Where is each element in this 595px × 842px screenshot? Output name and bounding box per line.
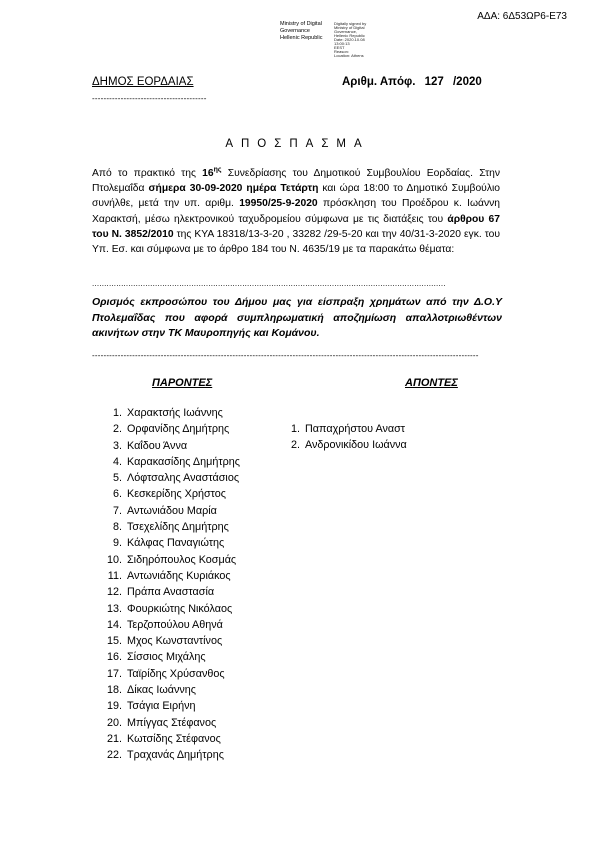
invitation-number: 19950/25-9-2020	[239, 198, 318, 210]
law-article: άρθρου 67 του Ν. 3852/2010	[92, 213, 500, 240]
intro-text: πρόσκληση του Προέδρου κ. Ιωάννη Χαρακτσή, μέσω ηλεκτρονικού ταχυδρομείου σύμφωνα με τις διατάξεις του	[92, 198, 500, 225]
decision-label: Αριθμ. Απόφ.	[342, 76, 416, 88]
stamp-line: Hellenic Republic	[280, 35, 323, 41]
intro-text: Συνεδρίασης του Δημοτικού Συμβουλίου Εορδαίας. Στην Πτολεμαΐδα	[92, 168, 501, 195]
member-name: Χαρακτσής Ιωάννης	[127, 407, 223, 419]
stamp-detail: EEST	[334, 45, 345, 50]
member-name: Ανδρονικίδου Ιωάννα	[305, 439, 407, 452]
stamp-line: Governance	[280, 28, 310, 34]
member-name: Αντωνιάδου Μαρία	[127, 504, 217, 517]
list-item: 16. Σίσσιος Μιχάλης	[106, 651, 206, 664]
separator-rule: ----------------------------------------	[92, 94, 207, 103]
list-item: 18. Δίκας Ιωάννης	[106, 684, 196, 697]
dotted-separator: ..................................................................................................................................................	[92, 279, 446, 288]
session-number: $16^{\eta\varsigma}$	[202, 166, 222, 179]
stamp-detail: 13:00:13	[334, 41, 350, 46]
list-item: 8. Τσεχελίδης Δημήτρης	[112, 521, 229, 534]
list-item: 12. Πράπα Αναστασία	[106, 586, 215, 599]
intro-text: της ΚΥΑ 18318/13-3-20 , 33282 /29-5-20 και την 40/31-3-2020 εγκ. του Υπ. Εσ. και σύμφωνα με το άρθρο 184 του Ν. 4635/19 με τα παρακάτω θέματα:	[92, 228, 500, 256]
list-item: 4. Καρακασίδης Δημήτρης	[112, 455, 240, 468]
list-item: 11. Αντωνιάδης Κυριάκος	[107, 569, 231, 582]
list-item: 21. Κωτσίδης Στέφανος	[106, 732, 221, 745]
meeting-date: σήμερα 30-09-2020 ημέρα Τετάρτη	[148, 183, 319, 195]
list-item: 1. Χαρακτσής Ιωάννης	[112, 407, 223, 419]
member-name: Κωτσίδης Στέφανος	[127, 732, 221, 745]
decision-year: /2020	[452, 76, 482, 88]
stamp-detail: Digitally signed by	[334, 21, 367, 26]
member-name: Καρακασίδης Δημήτρης	[127, 455, 240, 468]
intro-paragraph	[92, 166, 500, 257]
municipality-name: ΔΗΜΟΣ ΕΟΡΔΑΙΑΣ	[92, 76, 194, 88]
stamp-detail: Ministry of Digital	[334, 25, 365, 30]
stamp-detail: Governance,	[334, 29, 357, 34]
list-item: 10. Σιδηρόπουλος Κοσμάς	[106, 553, 237, 566]
list-item: 13. Φουρκιώτης Νικόλαος	[106, 602, 233, 615]
list-item: 2. Ανδρονικίδου Ιωάννα	[290, 439, 407, 452]
member-name: Μπίγγας Στέφανος	[127, 716, 217, 729]
member-name: Ταϊρίδης Χρύσανθος	[127, 667, 225, 680]
stamp-detail: Hellenic Republic	[334, 33, 365, 38]
decision-number	[342, 76, 482, 88]
member-name: Κάλφας Παναγιώτης	[127, 537, 225, 550]
document-title: ΑΠΟΣΠΑΣΜΑ	[225, 138, 370, 150]
list-item: 14. Τερζοπούλου Αθηνά	[106, 618, 223, 631]
intro-text: και ώρα 18:00 το Δημοτικό Συμβούλιο συνήλθε, μετά την υπ. αριθμ.	[92, 183, 500, 210]
present-heading: ΠΑΡΟΝΤΕΣ	[152, 377, 213, 389]
subject-heading: Ορισμός εκπροσώπου του Δήμου μας για είσπραξη χρημάτων από την Δ.Ο.Υ Πτολεμαΐδας που αφορά συμπληρωματική αποζημίωση απαλλοτριωθέντων ακινήτων στην ΤΚ Μαυροπηγής και Κομάνου.	[92, 296, 502, 339]
member-name: Καΐδου Άννα	[127, 439, 188, 452]
list-item: 3. Καΐδου Άννα	[112, 439, 188, 452]
member-name: Τερζοπούλου Αθηνά	[127, 618, 223, 631]
member-name: Μχος Κωνσταντίνος	[127, 635, 223, 648]
intro-text: Από το πρακτικό της	[92, 168, 203, 179]
list-item: 7. Αντωνιάδου Μαρία	[112, 504, 217, 517]
list-item: 1. Παπαχρήστου Αναστ	[290, 423, 406, 435]
member-name: Λόφτσαλης Αναστάσιος	[127, 472, 240, 485]
member-name: Παπαχρήστου Αναστ	[305, 423, 406, 435]
member-name: Σιδηρόπουλος Κοσμάς	[127, 553, 237, 566]
stamp-detail: Date: 2020.10.08	[334, 37, 365, 42]
list-item: 5. Λόφτσαλης Αναστάσιος	[112, 472, 240, 485]
member-name: Σίσσιος Μιχάλης	[127, 651, 206, 664]
list-item: 22. Τραχανάς Δημήτρης	[106, 749, 224, 762]
member-name: Αντωνιάδης Κυριάκος	[127, 569, 231, 582]
present-members-list	[98, 405, 240, 764]
ada-code: ΑΔΑ: 6Δ53ΩΡ6-Ε73	[477, 11, 567, 22]
member-name: Ορφανίδης Δημήτρης	[127, 423, 230, 436]
member-name: Τραχανάς Δημήτρης	[127, 749, 224, 762]
member-name: Φουρκιώτης Νικόλαος	[127, 602, 233, 615]
member-name: Δίκας Ιωάννης	[127, 684, 196, 697]
dashed-separator: ---------------------------------------------------------------------------------------------------------------------------------------	[92, 351, 479, 360]
stamp-line: Ministry of Digital	[280, 21, 322, 27]
list-item: 19. Τσάγια Ειρήνη	[106, 700, 196, 713]
member-name: Τσεχελίδης Δημήτρης	[127, 521, 229, 534]
stamp-detail: Reason:	[334, 49, 349, 54]
decision-no: 127	[424, 76, 444, 88]
stamp-detail: Location: Athens	[334, 53, 364, 58]
list-item: 15. Μχος Κωνσταντίνος	[106, 635, 223, 648]
absent-heading: ΑΠΟΝΤΕΣ	[405, 377, 458, 389]
list-item: 2. Ορφανίδης Δημήτρης	[112, 423, 230, 436]
list-item: 9. Κάλφας Παναγιώτης	[112, 537, 225, 550]
list-item: 20. Μπίγγας Στέφανος	[106, 716, 217, 729]
absent-members-list	[276, 421, 407, 454]
list-item: 17. Ταϊρίδης Χρύσανθος	[106, 667, 225, 680]
member-name: Κεσκερίδης Χρήστος	[127, 488, 226, 501]
digital-signature-stamp	[280, 21, 400, 61]
member-name: Τσάγια Ειρήνη	[127, 700, 196, 713]
member-name: Πράπα Αναστασία	[127, 586, 215, 599]
list-item: 6. Κεσκερίδης Χρήστος	[112, 488, 226, 501]
